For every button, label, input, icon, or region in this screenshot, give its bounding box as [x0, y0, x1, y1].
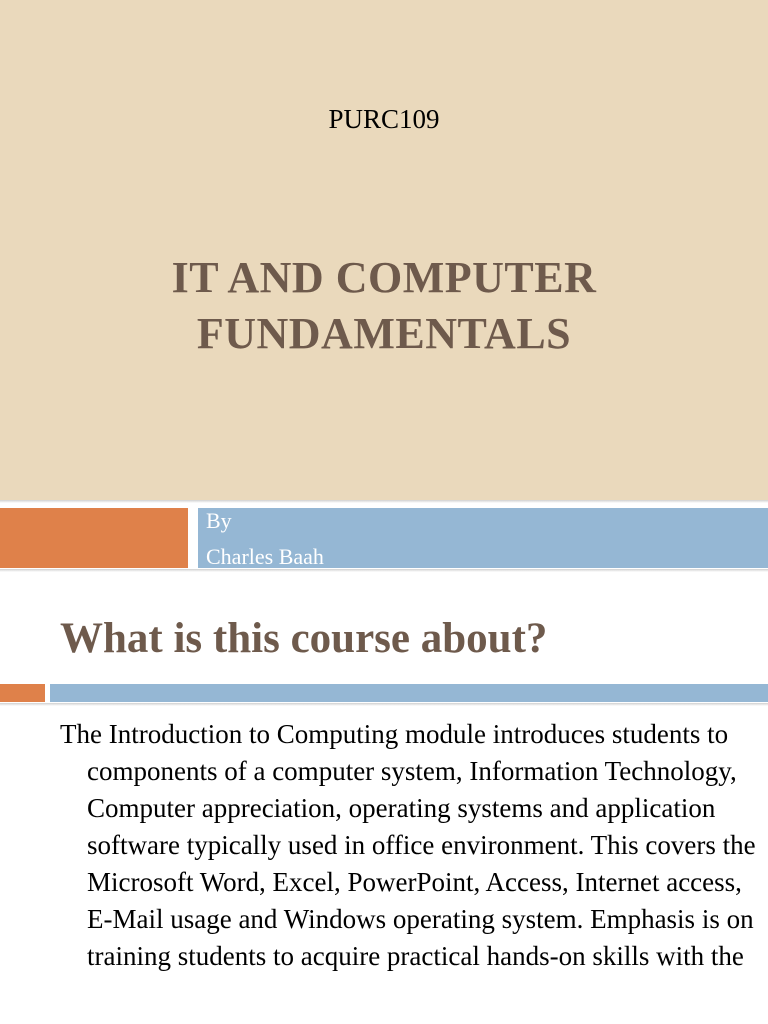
band-shadow-2	[0, 703, 768, 706]
slide-divider-shadow	[0, 500, 768, 503]
title-line-1: IT AND COMPUTER	[171, 253, 597, 302]
author-name: Charles Baah	[206, 544, 324, 569]
content-slide-title: What is this course about?	[60, 615, 548, 662]
course-description: The Introduction to Computing module introduces students to components of a computer system, Information Technology, Computer appreciation, operating systems and application software typically used in office environment. This covers the Microsoft Word, Excel, PowerPoint, Access, Internet access, E-Mail usage and Windows operating system. Emphasis is on training students to acquire practical hands-on skills with the	[60, 719, 756, 971]
accent-band-blue	[50, 684, 768, 702]
title-line-2: FUNDAMENTALS	[196, 309, 572, 358]
accent-band-orange	[0, 508, 188, 568]
course-code: PURC109	[328, 104, 440, 134]
title-slide	[0, 0, 768, 500]
band-shadow	[0, 569, 768, 572]
accent-band-orange-small	[0, 684, 45, 702]
author-prefix: By	[206, 508, 232, 533]
author-band	[198, 508, 768, 568]
slide-title	[0, 250, 768, 362]
